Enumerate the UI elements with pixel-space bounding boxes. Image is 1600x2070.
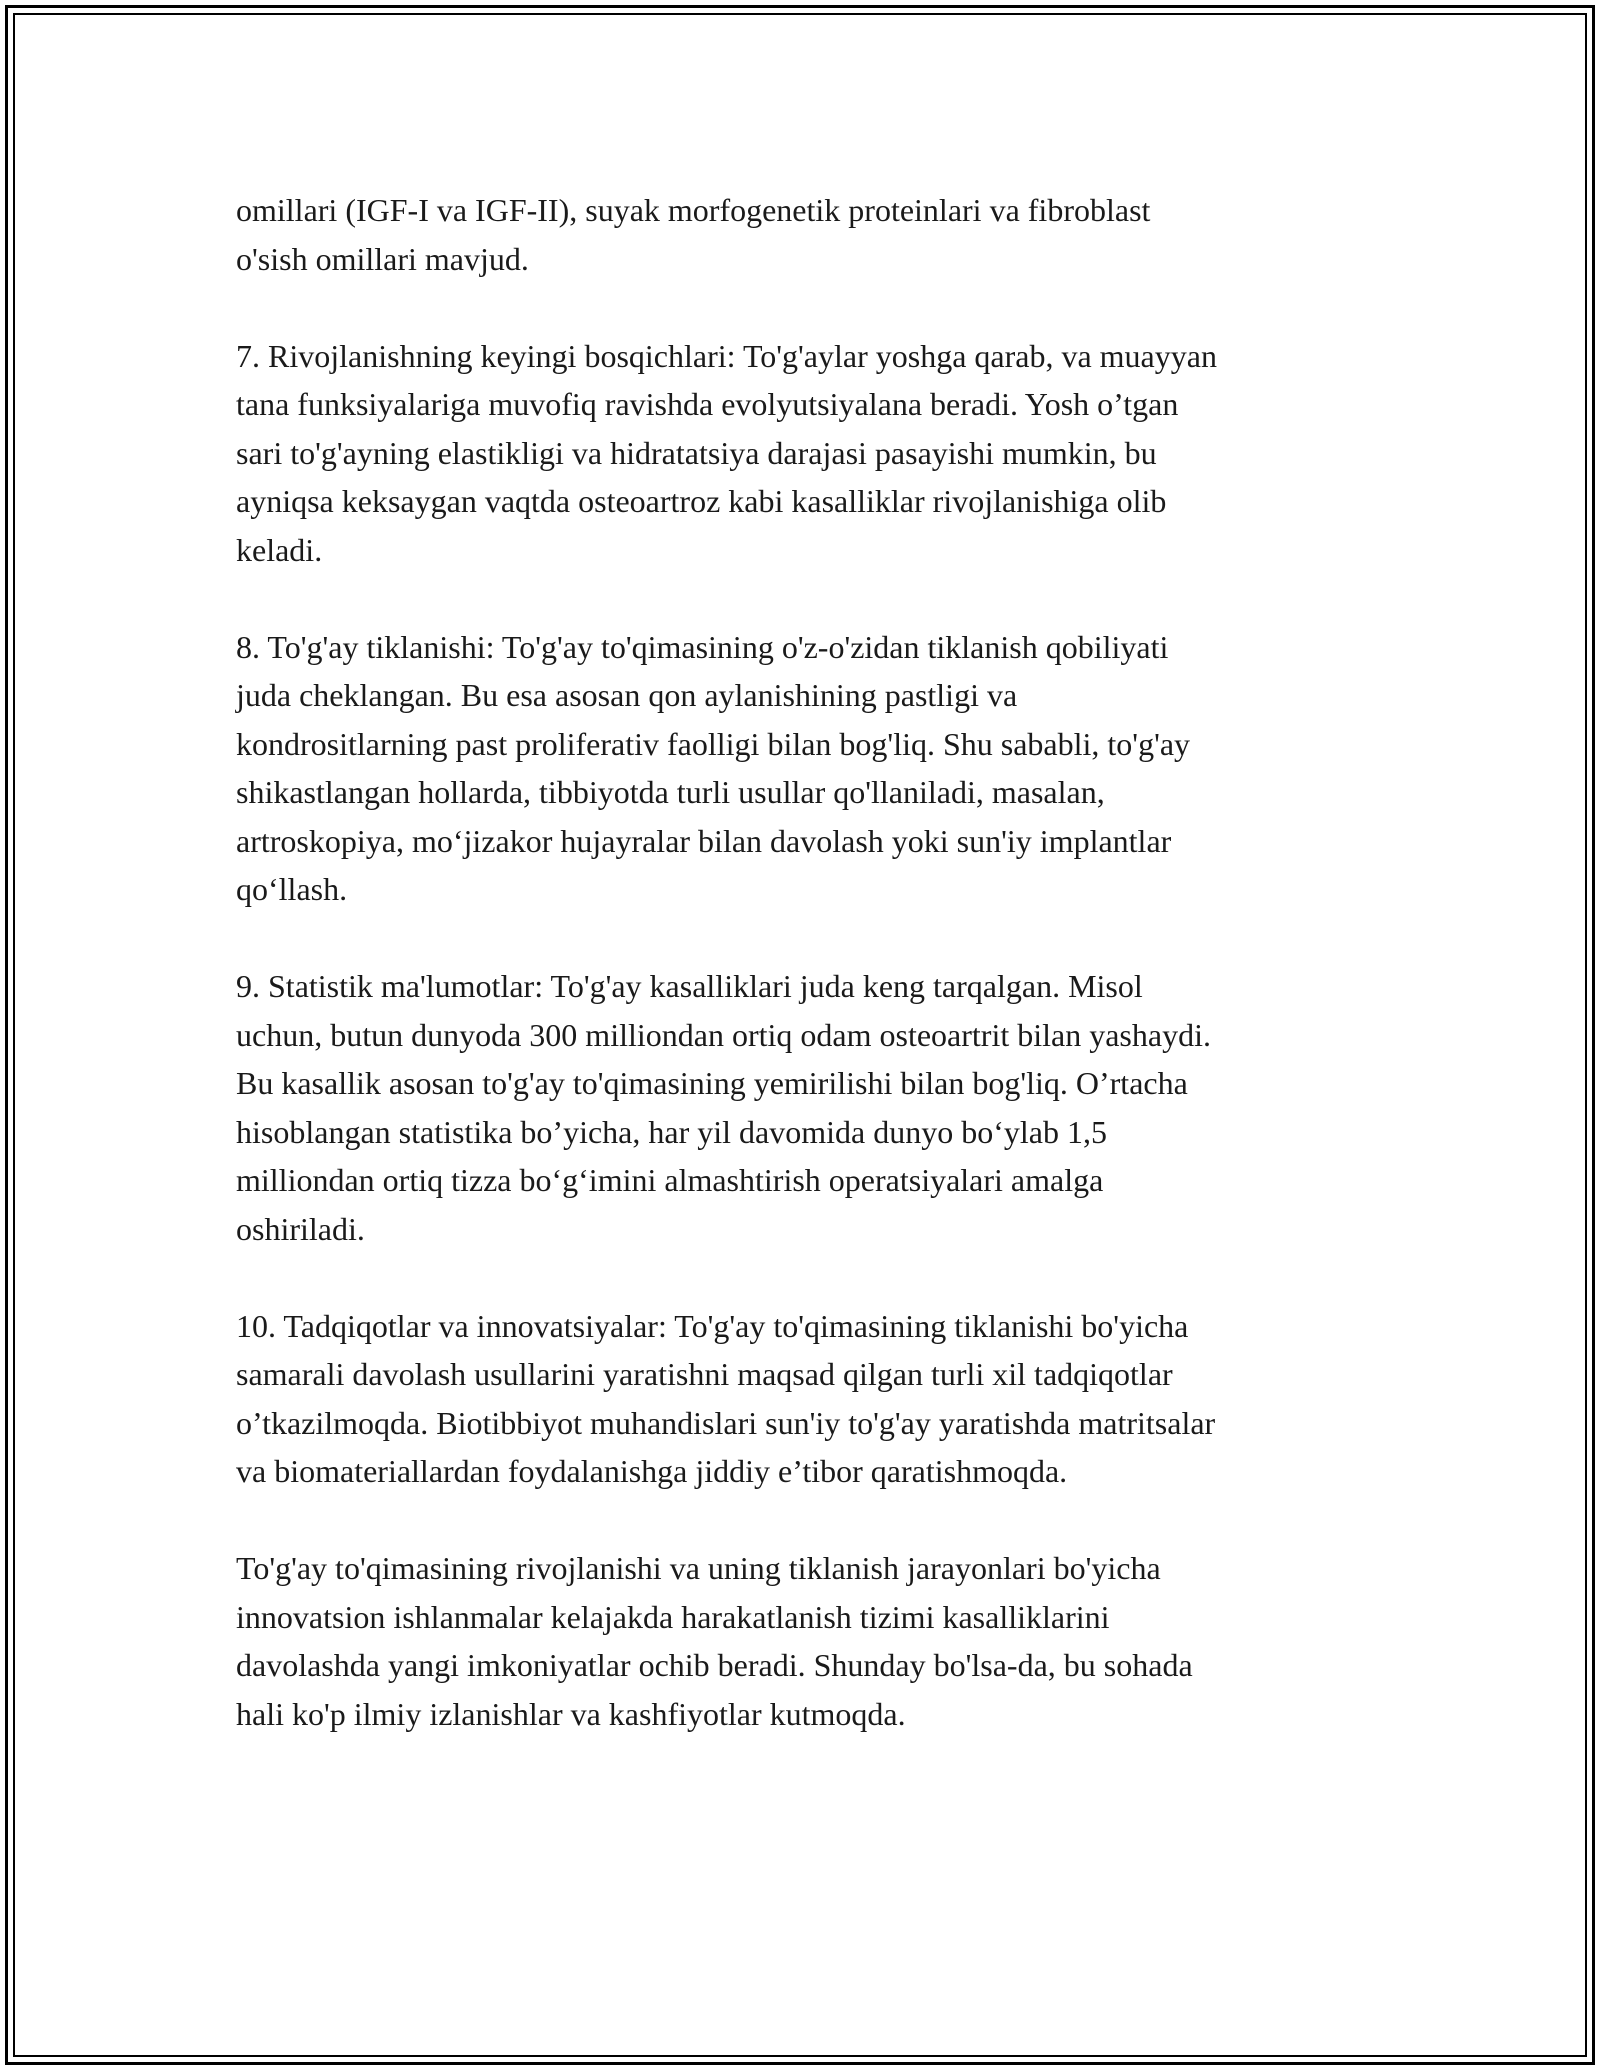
paragraph-cartilage-repair: 8. To'g'ay tiklanishi: To'g'ay to'qimasining o'z-o'zidan tiklanish qobiliyati juda cheklangan. Bu esa asosan qon aylanishining pastligi va kondrositlarning past proliferativ faolligi bilan bog'liq. Shu sababli, to'g'ay shikastlangan hollarda, tibbiyotda turli usullar qo'llaniladi, masalan, artroskopiya, mo‘jizakor hujayralar bilan davolash yoki sun'iy implantlar qo‘llash. bbox=[236, 628, 1191, 907]
paragraph-research-innovations: 10. Tadqiqotlar va innovatsiyalar: To'g'ay to'qimasining tiklanishi bo'yicha samarali davolash usullarini yaratishni maqsad qilgan turli xil tadqiqotlar o’tkazilmoqda. Biotibbiyot muhandislari sun'iy to'g'ay yaratishda matritsalar va biomateriallardan foydalanishga jiddiy e’tibor qaratishmoqda. bbox=[236, 1307, 1216, 1489]
paragraph-development-stages: 7. Rivojlanishning keyingi bosqichlari: To'g'aylar yoshga qarab, va muayyan tana funksiyalariga muvofiq ravishda evolyutsiyalana beradi. Yosh o’tgan sari to'g'ayning elastikligi va hidratatsiya darajasi pasayishi mumkin, bu ayniqsa keksaygan vaqtda osteoartroz kabi kasalliklar rivojlanishiga olib keladi. bbox=[236, 337, 1217, 568]
document-body bbox=[236, 186, 1371, 1787]
paragraph-growth-factors: omillari (IGF-I va IGF-II), suyak morfogenetik proteinlari va fibroblast o'sish omillari mavjud. bbox=[236, 192, 1151, 277]
paragraph-statistics: 9. Statistik ma'lumotlar: To'g'ay kasalliklari juda keng tarqalgan. Misol uchun, butun dunyoda 300 milliondan ortiq odam osteoartrit bilan yashaydi. Bu kasallik asosan to'g'ay to'qimasining yemirilishi bilan bog'liq. O’rtacha hisoblangan statistika bo’yicha, har yil davomida dunyo bo‘ylab 1,5 milliondan ortiq tizza bo‘g‘imini almashtirish operatsiyalari amalga oshiriladi. bbox=[236, 968, 1211, 1247]
paragraph-conclusion: To'g'ay to'qimasining rivojlanishi va uning tiklanish jarayonlari bo'yicha innovatsion ishlanmalar kelajakda harakatlanish tizimi kasalliklarini davolashda yangi imkoniyatlar ochib beradi. Shunday bo'lsa-da, bu sohada hali ko'p ilmiy izlanishlar va kashfiyotlar kutmoqda. bbox=[236, 1550, 1193, 1732]
